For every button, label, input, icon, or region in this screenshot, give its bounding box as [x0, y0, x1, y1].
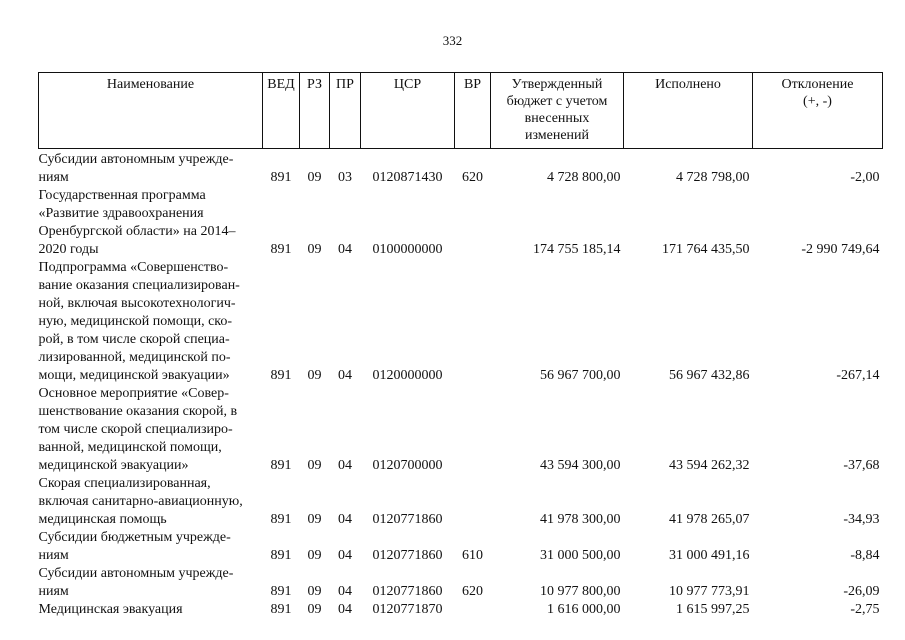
csr-cell: 0120700000: [372, 458, 443, 473]
csr-cell: 0120771870: [372, 602, 443, 617]
csr-cell: 0120000000: [372, 368, 443, 383]
vr-cell: [455, 259, 491, 385]
pr-cell: 04: [338, 242, 352, 257]
name-line: ную, медицинской помощи, ско-: [38, 314, 233, 329]
budget-table: [38, 72, 883, 619]
name-cell: [39, 565, 263, 601]
header-plan-line: Утвержденный: [511, 77, 603, 92]
name-line: ной, включая высокотехнологич-: [38, 296, 236, 311]
pr-cell: 04: [338, 584, 352, 599]
name-cell: [39, 187, 263, 259]
deviation-cell: -2 990 749,64: [801, 242, 880, 257]
header-plan-line: внесенных: [524, 111, 590, 126]
vr-cell: 620: [462, 170, 483, 185]
ved-cell: 891: [270, 584, 292, 599]
vr-cell: [455, 475, 491, 529]
plan-cell: 56 967 700,00: [540, 368, 621, 383]
name-line: мощи, медицинской эвакуации»: [38, 368, 230, 383]
table-row: [39, 565, 883, 601]
rz-cell: 09: [307, 548, 322, 563]
deviation-cell: -26,09: [843, 584, 880, 599]
done-cell: 171 764 435,50: [662, 242, 750, 257]
pr-cell: 03: [338, 170, 352, 185]
name-cell: [39, 259, 263, 385]
name-line: рой, в том числе скорой специа-: [38, 332, 230, 347]
name-line: ниям: [38, 584, 69, 599]
name-line: «Развитие здравоохранения: [38, 206, 204, 221]
plan-cell: 31 000 500,00: [540, 548, 621, 563]
plan-cell: 174 755 185,14: [533, 242, 621, 257]
name-line: 2020 годы: [38, 242, 99, 257]
header-ved: ВЕД: [263, 73, 300, 149]
rz-cell: 09: [307, 512, 322, 527]
rz-cell: 09: [307, 242, 322, 257]
done-cell: 31 000 491,16: [669, 548, 750, 563]
name-line: медицинская помощь: [38, 512, 167, 527]
pr-cell: 04: [338, 548, 352, 563]
done-cell: 56 967 432,86: [669, 368, 750, 383]
ved-cell: 891: [270, 602, 292, 617]
header-plan: [491, 73, 624, 149]
pr-cell: 04: [338, 602, 352, 617]
table-row: [39, 529, 883, 565]
name-line: ванной, медицинской помощи,: [38, 440, 222, 455]
done-cell: 10 977 773,91: [669, 584, 750, 599]
deviation-cell: -2,00: [850, 170, 880, 185]
ved-cell: 891: [270, 548, 292, 563]
name-line: Государственная программа: [38, 188, 206, 203]
done-cell: 4 728 798,00: [676, 170, 750, 185]
pr-cell: 04: [338, 458, 352, 473]
pr-cell: 04: [338, 368, 352, 383]
name-line: вание оказания специализирован-: [38, 278, 240, 293]
ved-cell: 891: [270, 170, 292, 185]
table-body: [39, 149, 883, 620]
header-deviation-line: (+, -): [803, 94, 832, 109]
vr-cell: [455, 601, 491, 619]
name-line: Скорая специализированная,: [38, 476, 211, 491]
deviation-cell: -34,93: [843, 512, 880, 527]
table-row: [39, 385, 883, 475]
table-row: [39, 259, 883, 385]
plan-cell: 10 977 800,00: [540, 584, 621, 599]
vr-cell: [455, 385, 491, 475]
name-line: том числе скорой специализиро-: [38, 422, 233, 437]
ved-cell: 891: [270, 242, 292, 257]
csr-cell: 0120771860: [372, 584, 443, 599]
name-line: Основное мероприятие «Совер-: [38, 386, 229, 401]
rz-cell: 09: [307, 170, 322, 185]
plan-cell: 41 978 300,00: [540, 512, 621, 527]
name-line: Оренбургской области» на 2014–: [38, 224, 236, 239]
csr-cell: 0120771860: [372, 548, 443, 563]
header-plan-line: бюджет с учетом: [506, 94, 608, 109]
deviation-cell: -2,75: [850, 602, 880, 617]
name-cell: [39, 475, 263, 529]
table-header-row: [39, 73, 883, 149]
plan-cell: 4 728 800,00: [547, 170, 621, 185]
pr-cell: 04: [338, 512, 352, 527]
ved-cell: 891: [270, 368, 292, 383]
name-line: ниям: [38, 548, 69, 563]
name-cell: [39, 601, 263, 619]
header-pr: ПР: [330, 73, 361, 149]
header-deviation: [753, 73, 883, 149]
name-line: ниям: [38, 170, 69, 185]
table-row: [39, 187, 883, 259]
name-line: шенствование оказания скорой, в: [38, 404, 238, 419]
csr-cell: 0120871430: [372, 170, 443, 185]
csr-cell: 0120771860: [372, 512, 443, 527]
done-cell: 41 978 265,07: [669, 512, 750, 527]
name-line: включая санитарно-авиационную,: [38, 494, 243, 509]
ved-cell: 891: [270, 512, 292, 527]
header-rz: РЗ: [300, 73, 330, 149]
header-done: Исполнено: [624, 73, 753, 149]
plan-cell: 43 594 300,00: [540, 458, 621, 473]
done-cell: 43 594 262,32: [669, 458, 750, 473]
name-cell: [39, 529, 263, 565]
rz-cell: 09: [307, 458, 322, 473]
ved-cell: 891: [270, 458, 292, 473]
done-cell: 1 615 997,25: [676, 602, 750, 617]
table-row: [39, 149, 883, 188]
deviation-cell: -37,68: [843, 458, 880, 473]
vr-cell: [455, 187, 491, 259]
rz-cell: 09: [307, 584, 322, 599]
name-cell: [39, 149, 263, 188]
rz-cell: 09: [307, 368, 322, 383]
name-line: Субсидии автономным учрежде-: [38, 152, 234, 167]
csr-cell: 0100000000: [372, 242, 443, 257]
vr-cell: 610: [462, 548, 483, 563]
header-plan-line: изменений: [524, 128, 590, 143]
deviation-cell: -8,84: [850, 548, 880, 563]
header-name: Наименование: [39, 73, 263, 149]
rz-cell: 09: [307, 602, 322, 617]
vr-cell: 620: [462, 584, 483, 599]
table-row: [39, 475, 883, 529]
name-line: Субсидии автономным учрежде-: [38, 566, 234, 581]
name-line: медицинской эвакуации»: [38, 458, 189, 473]
page-number: 332: [442, 33, 463, 48]
name-line: Подпрограмма «Совершенство-: [38, 260, 229, 275]
name-cell: [39, 385, 263, 475]
deviation-cell: -267,14: [836, 368, 880, 383]
plan-cell: 1 616 000,00: [547, 602, 621, 617]
name-line: Медицинская эвакуация: [38, 602, 183, 617]
header-deviation-line: Отклонение: [781, 77, 854, 92]
table-row: [39, 601, 883, 619]
header-csr: ЦСР: [361, 73, 455, 149]
name-line: лизированной, медицинской по-: [38, 350, 231, 365]
header-vr: ВР: [455, 73, 491, 149]
name-line: Субсидии бюджетным учрежде-: [38, 530, 231, 545]
